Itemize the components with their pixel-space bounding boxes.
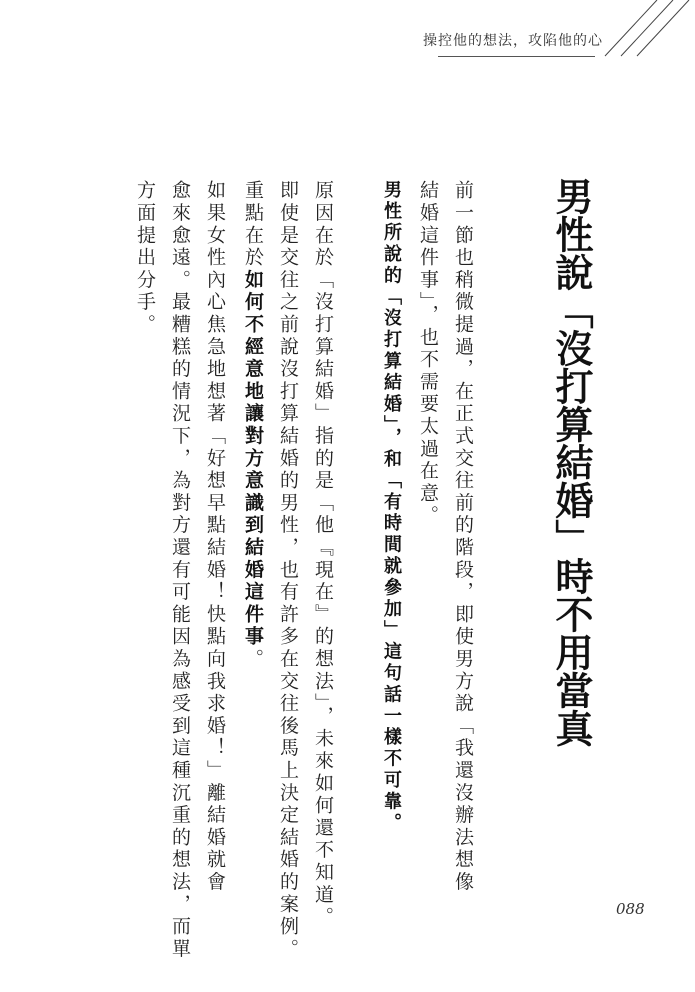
- emphasis-line: 男性所說的「沒打算結婚」，和「有時間就參加」這句話一樣不可靠。: [381, 180, 402, 835]
- paragraph-line: 如果女性內心焦急地想著「好想早點結婚！快點向我求婚！」離結婚就會: [204, 180, 226, 894]
- paragraph-line: 原因在於「沒打算結婚」指的是「他『現在』的想法」，未來如何還不知道。: [312, 180, 334, 929]
- page-number: 088: [616, 900, 645, 918]
- paragraph-line: 結婚這件事」，也不需要太過在意。: [417, 180, 439, 528]
- running-header: 操控他的想法，攻陷他的心: [423, 33, 603, 49]
- line-suffix: 。: [242, 648, 264, 671]
- header-rule: [438, 56, 595, 57]
- paragraph-line: 即使是交往之前說沒打算結婚的男性，也有許多在交往後馬上決定結婚的案例。: [277, 180, 299, 961]
- paragraph-line: 愈來愈遠。最糟糕的情況下，為對方還有可能因為感受到這種沉重的想法，而單: [169, 180, 191, 961]
- paragraph-line: 前一節也稍微提過，在正式交往前的階段，即使男方說「我還沒辦法想像: [452, 180, 474, 894]
- corner-decoration: [585, 0, 695, 60]
- line-prefix: 重點在於: [242, 180, 264, 270]
- emphasis-phrase: 如何不經意地讓對方意識到結婚這件事: [242, 269, 264, 649]
- paragraph-line: 方面提出分手。: [134, 180, 156, 337]
- paragraph-line: [243, 180, 262, 671]
- section-title: 男性說「沒打算結婚」時不用當真: [549, 177, 593, 747]
